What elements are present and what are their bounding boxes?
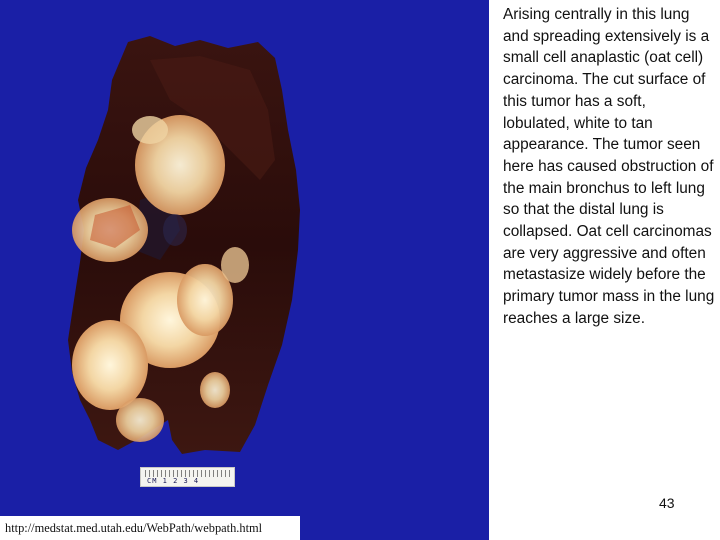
scale-ruler — [140, 467, 235, 487]
ruler-tick-marks — [145, 470, 230, 477]
page-number: 43 — [659, 495, 675, 511]
tumor-mass — [72, 320, 148, 410]
tumor-mass — [116, 398, 164, 442]
source-url: http://medstat.med.utah.edu/WebPath/webpath.html — [0, 516, 300, 540]
caption-text: Arising centrally in this lung and spreading extensively is a small cell anaplastic (oat cell) carcinoma. The cut surface of this tumor has a soft, lobulated, white to tan appearance. The tumor seen here has caused obstruction of the main bronchus to left lung so that the distal lung is collapsed. Oat cell carcinomas are very aggressive and often metastasize widely before the primary tumor mass in the lung reaches a large size. — [503, 6, 715, 327]
hemorrhage-spot — [163, 214, 187, 246]
tumor-mass — [200, 372, 230, 408]
tumor-mass — [221, 247, 249, 283]
ruler-label: CM 1 2 3 4 — [147, 477, 200, 485]
tumor-mass — [132, 116, 168, 144]
